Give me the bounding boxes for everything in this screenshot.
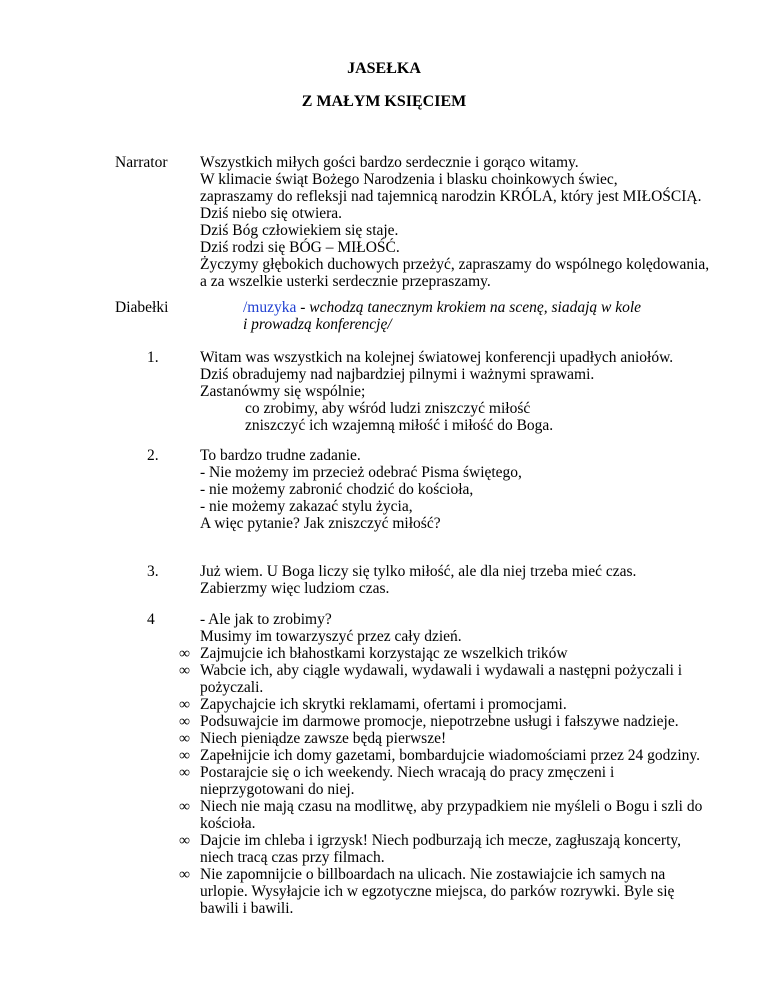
infinity-bullet-icon: ∞ bbox=[179, 662, 191, 679]
text-line: - nie możemy zabronić chodzić do kościoła, bbox=[200, 481, 474, 498]
infinity-bullet-icon: ∞ bbox=[179, 832, 191, 849]
text-line: niech tracą czas przy filmach. bbox=[200, 849, 385, 866]
text-line: Witam was wszystkich na kolejnej światowej konferencji upadłych aniołów. bbox=[200, 349, 674, 366]
infinity-bullet-icon: ∞ bbox=[179, 764, 191, 781]
text-line: - Nie możemy im przecież odebrać Pisma świętego, bbox=[200, 464, 522, 481]
text-line: Dziś Bóg człowiekiem się staje. bbox=[200, 222, 399, 239]
text-line: Życzymy głębokich duchowych przeżyć, zapraszamy do wspólnego kolędowania, bbox=[200, 256, 710, 273]
infinity-bullet-icon: ∞ bbox=[179, 730, 191, 747]
text-line: Podsuwajcie im darmowe promocje, niepotrzebne usługi i fałszywe nadzieje. bbox=[200, 713, 679, 730]
infinity-bullet-icon: ∞ bbox=[179, 747, 191, 764]
infinity-bullet-icon: ∞ bbox=[179, 866, 191, 883]
title-line-2: Z MAŁYM KSIĘCIEM bbox=[301, 93, 467, 110]
speaker-diabelki: Diabełki bbox=[115, 299, 169, 316]
narrator-text bbox=[200, 154, 740, 290]
direction-line-1: - wchodzą tanecznym krokiem na scenę, siadają w kole bbox=[296, 299, 642, 316]
speaker-number-4: 4 bbox=[147, 611, 155, 628]
speaker-number-1: 1. bbox=[147, 349, 159, 366]
bullet-column bbox=[179, 611, 199, 917]
text-line: a za wszelkie usterki serdecznie przepraszamy. bbox=[200, 273, 491, 290]
text-line-indented: co zrobimy, aby wśród ludzi zniszczyć miłość bbox=[245, 400, 531, 417]
speaker-1-text bbox=[200, 349, 740, 434]
text-line: pożyczali. bbox=[200, 679, 264, 696]
text-line: zapraszamy do refleksji nad tajemnicą narodzin KRÓLA, który jest MIŁOŚCIĄ. bbox=[200, 188, 702, 205]
text-line: Dziś niebo się otwiera. bbox=[200, 205, 343, 222]
direction-line-2: i prowadzą konferencję/ bbox=[243, 316, 392, 333]
text-line: kościoła. bbox=[200, 815, 256, 832]
text-line: Zapełnijcie ich domy gazetami, bombardujcie wiadomościami przez 24 godziny. bbox=[200, 747, 700, 764]
speaker-3-text bbox=[200, 563, 740, 597]
stage-direction bbox=[243, 299, 641, 333]
text-line: Nie zapomnijcie o billboardach na ulicach. Nie zostawiajcie ich samych na bbox=[200, 866, 666, 883]
speaker-narrator: Narrator bbox=[115, 154, 168, 171]
text-line: Dajcie im chleba i igrzysk! Niech podburzają ich mecze, zagłuszają koncerty, bbox=[200, 832, 681, 849]
text-line: urlopie. Wysyłajcie ich w egzotyczne miejsca, do parków rozrywki. Byle się bbox=[200, 883, 675, 900]
text-line: Zabierzmy więc ludziom czas. bbox=[200, 580, 390, 597]
speaker-number-2: 2. bbox=[147, 447, 159, 464]
speaker-4-text bbox=[200, 611, 740, 917]
text-line: Zapychajcie ich skrytki reklamami, ofertami i promocjami. bbox=[200, 696, 567, 713]
text-line: - nie możemy zakazać stylu życia, bbox=[200, 498, 413, 515]
infinity-bullet-icon: ∞ bbox=[179, 713, 191, 730]
infinity-bullet-icon: ∞ bbox=[179, 696, 191, 713]
infinity-bullet-icon: ∞ bbox=[179, 645, 191, 662]
text-line: Niech nie mają czasu na modlitwę, aby przypadkiem nie myśleli o Bogu i szli do bbox=[200, 798, 703, 815]
infinity-bullet-icon: ∞ bbox=[179, 798, 191, 815]
text-line: Musimy im towarzyszyć przez cały dzień. bbox=[200, 628, 462, 645]
text-line: nieprzygotowani do niej. bbox=[200, 781, 355, 798]
text-line: Dziś obradujemy nad najbardziej pilnymi i ważnymi sprawami. bbox=[200, 366, 595, 383]
text-line: Niech pieniądze zawsze będą pierwsze! bbox=[200, 730, 447, 747]
text-line: Wabcie ich, aby ciągle wydawali, wydawali i wydawali a następni pożyczali i bbox=[200, 662, 683, 679]
text-line: Zajmujcie ich błahostkami korzystając ze wszelkich trików bbox=[200, 645, 568, 662]
text-line: Postarajcie się o ich weekendy. Niech wracają do pracy zmęczeni i bbox=[200, 764, 615, 781]
text-line: Wszystkich miłych gości bardzo serdecznie i gorąco witamy. bbox=[200, 154, 579, 171]
speaker-number-3: 3. bbox=[147, 563, 159, 580]
text-line: - Ale jak to zrobimy? bbox=[200, 611, 332, 628]
text-line: To bardzo trudne zadanie. bbox=[200, 447, 361, 464]
text-line: bawili i bawili. bbox=[200, 900, 294, 917]
text-line: Zastanówmy się wspólnie; bbox=[200, 383, 366, 400]
text-line: Już wiem. U Boga liczy się tylko miłość, ale dla niej trzeba mieć czas. bbox=[200, 563, 637, 580]
music-cue: /muzyka bbox=[243, 299, 297, 316]
title-line-1: JASEŁKA bbox=[347, 60, 421, 77]
text-line: Dziś rodzi się BÓG – MIŁOŚĆ. bbox=[200, 239, 400, 256]
text-line-indented: zniszczyć ich wzajemną miłość i miłość do Boga. bbox=[245, 417, 554, 434]
text-line: W klimacie świąt Bożego Narodzenia i blasku choinkowych świec, bbox=[200, 171, 618, 188]
text-line: A więc pytanie? Jak zniszczyć miłość? bbox=[200, 515, 441, 532]
speaker-2-text bbox=[200, 447, 740, 532]
